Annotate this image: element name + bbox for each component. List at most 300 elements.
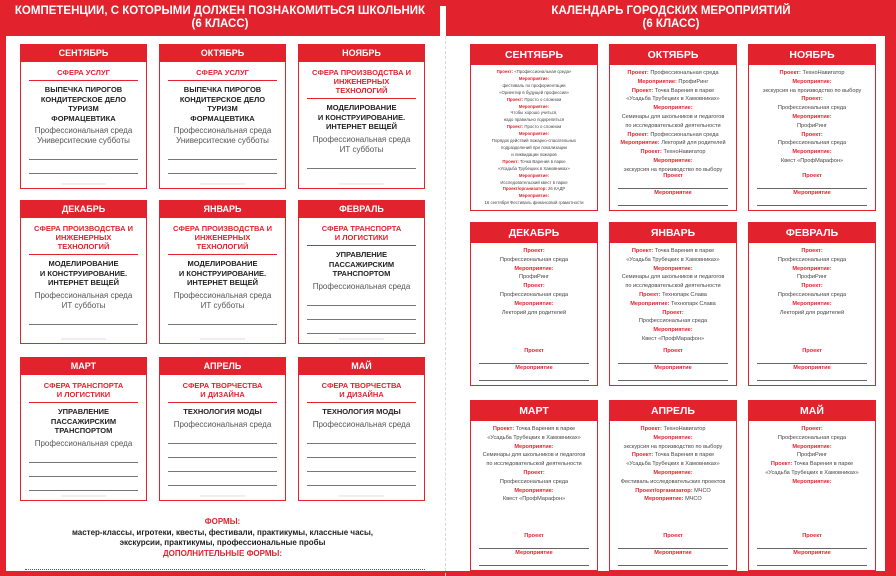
calendar-card — [609, 400, 737, 571]
blank-project-label: Проект — [663, 173, 683, 179]
event-line — [613, 265, 733, 274]
calendar-card — [470, 400, 598, 571]
activity-line: Профессиональная среда — [34, 290, 133, 300]
sphere-line: СФЕРА УСЛУГ — [57, 68, 110, 77]
event-text: Профессиональная среда — [777, 434, 847, 441]
event-text: ПрофиРинг — [797, 274, 827, 281]
calendar-card — [470, 44, 598, 211]
calendar-card — [748, 400, 876, 571]
fill-in-line[interactable] — [307, 472, 416, 486]
event-line — [752, 451, 872, 460]
event-line — [613, 469, 733, 478]
event-label: Проект: — [631, 248, 654, 254]
sphere-line: И ДИЗАЙНА — [200, 390, 245, 399]
competency-line: ВЫПЕЧКА ПИРОГОВ — [44, 85, 123, 94]
event-line — [474, 300, 594, 309]
fill-in-line[interactable] — [757, 541, 867, 549]
event-line — [474, 76, 594, 83]
fill-in-line[interactable] — [307, 292, 416, 306]
blank-event-label: Мероприятие — [654, 190, 692, 196]
event-line — [613, 139, 733, 148]
event-line — [613, 317, 733, 326]
section-divider — [445, 36, 446, 576]
fill-in-line[interactable] — [168, 444, 277, 458]
event-label: Проект: — [801, 96, 823, 103]
event-line — [752, 78, 872, 87]
blank-entry — [610, 347, 736, 381]
event-text: 16 сентября Фестиваль финансовой грамотности — [484, 200, 584, 206]
competency-line: ТУРИЗМ — [207, 104, 238, 113]
event-line — [752, 291, 872, 300]
event-label: Мероприятие: — [518, 193, 550, 199]
fill-in-note — [339, 338, 384, 340]
activity-line: Профессиональная среда — [34, 126, 133, 135]
activity-line: Университеские субботы — [37, 136, 130, 145]
event-line — [752, 87, 872, 96]
fill-in-line[interactable] — [618, 356, 728, 364]
event-text: надо правильно подкрепиться — [503, 117, 565, 123]
event-text: Точка Варения в парке — [518, 158, 566, 164]
sphere-title — [307, 68, 416, 99]
sphere-line: ИНЖЕНЕРНЫХ ТЕХНОЛОГИЙ — [333, 77, 390, 95]
event-text: Семинары для школьников и педагогов — [482, 452, 586, 459]
activity-line: Профессиональная среда — [173, 290, 272, 300]
event-text: ТехноНавигатор — [661, 149, 706, 156]
activity-line: Университеские субботы — [176, 136, 269, 145]
event-text: по исследовательской деятельности — [625, 283, 721, 290]
card-month: МАРТ — [21, 358, 146, 375]
card-month: ОКТЯБРЬ — [160, 45, 285, 62]
competency-line: ИНТЕРНЕТ ВЕЩЕЙ — [326, 122, 397, 131]
fill-in-line[interactable] — [757, 356, 867, 364]
blank-event-label: Мероприятие — [793, 365, 831, 371]
event-text: Профессиональная среда — [499, 256, 569, 263]
event-line — [474, 138, 594, 145]
event-text: Фестиваль исследовательских проектов — [620, 478, 726, 485]
competency-card — [20, 44, 147, 189]
sphere-line: ИНЖЕНЕРНЫХ ТЕХНОЛОГИЙ — [55, 233, 112, 251]
event-text: МЧСО — [692, 487, 711, 494]
event-label: Мероприятие: — [514, 443, 554, 450]
fill-in-line[interactable] — [29, 311, 138, 325]
blank-project-label: Проект — [802, 173, 822, 179]
event-label: Проект/организатор: — [635, 487, 693, 494]
event-label: Мероприятие: — [653, 327, 693, 334]
calendar-title-line2: (6 КЛАСС) — [642, 18, 700, 30]
competency-card — [20, 200, 147, 344]
fill-in-line[interactable] — [479, 356, 589, 364]
event-line — [752, 157, 872, 166]
event-text: «Профессиональная среда» — [513, 69, 572, 74]
activity-line: Профессиональная среда — [173, 126, 272, 135]
card-month: ДЕКАБРЬ — [471, 223, 597, 243]
sphere-line: СФЕРА ПРОИЗВОДСТВА И — [173, 224, 272, 233]
competency-title — [160, 85, 285, 123]
fill-in-line[interactable] — [757, 198, 867, 206]
event-line — [752, 469, 872, 478]
extra-forms-label: ДОПОЛНИТЕЛЬНЫЕ ФОРМЫ: — [162, 548, 283, 558]
event-text: по исследовательской деятельности — [486, 461, 582, 468]
competency-title — [299, 250, 424, 279]
event-line — [474, 200, 594, 207]
fill-in-line[interactable] — [479, 558, 589, 566]
sphere-title — [168, 381, 277, 403]
event-line — [474, 104, 594, 111]
fill-in-note — [61, 338, 106, 340]
event-line — [613, 113, 733, 122]
fill-in-line[interactable] — [168, 146, 277, 160]
event-line — [474, 434, 594, 443]
event-line — [474, 145, 594, 152]
card-month: ОКТЯБРЬ — [610, 45, 736, 65]
card-events — [749, 421, 875, 487]
event-label: Мероприятие: — [653, 265, 693, 272]
event-label: Проект/организатор: — [502, 186, 547, 192]
card-events — [471, 65, 597, 207]
event-text: ПрофиРинг — [676, 78, 709, 85]
activity-line: Профессиональная среда — [312, 134, 411, 144]
blank-event-label: Мероприятие — [654, 365, 692, 371]
card-month: СЕНТЯБРЬ — [21, 45, 146, 62]
event-line — [613, 300, 733, 309]
blank-project-label: Проект — [802, 533, 822, 539]
event-line — [613, 131, 733, 140]
sphere-line: И ДИЗАЙНА — [339, 390, 384, 399]
competency-line: МОДЕЛИРОВАНИЕ — [187, 259, 258, 268]
event-line — [474, 478, 594, 487]
event-text: Исследовательский квест в парке — [500, 179, 568, 185]
card-month: НОЯБРЬ — [299, 45, 424, 62]
event-label: Мероприятие: — [644, 496, 684, 503]
competency-line: УПРАВЛЕНИЕ — [335, 250, 388, 259]
event-label: Мероприятие: — [792, 265, 832, 272]
card-month: ФЕВРАЛЬ — [749, 223, 875, 243]
fill-in-line[interactable] — [29, 463, 138, 477]
event-line — [752, 148, 872, 157]
event-text: ПрофиРинг — [797, 122, 827, 129]
event-line — [613, 326, 733, 335]
fill-in-line[interactable] — [307, 444, 416, 458]
fill-in-line[interactable] — [307, 458, 416, 472]
event-line — [474, 469, 594, 478]
event-label: Проект: — [523, 283, 545, 290]
fill-in-line[interactable] — [479, 541, 589, 549]
sphere-line: СФЕРА ПРОИЗВОДСТВА И — [34, 224, 133, 233]
event-text: Лекторий для родителей — [659, 140, 726, 147]
event-text: Порядок действий пожарно-спасательных — [491, 138, 577, 144]
event-line — [613, 309, 733, 318]
event-line — [613, 495, 733, 504]
event-line — [613, 478, 733, 487]
event-label: Проект: — [801, 248, 823, 254]
event-line — [752, 69, 872, 78]
event-line — [752, 309, 872, 318]
fill-in-line[interactable] — [29, 146, 138, 160]
event-line — [474, 131, 594, 138]
fill-in-line[interactable] — [168, 311, 277, 325]
competency-card — [159, 44, 286, 189]
sphere-line: И ЛОГИСТИКИ — [334, 233, 389, 242]
event-line — [474, 256, 594, 265]
activity-line: Профессиональная среда — [312, 419, 411, 429]
sphere-line: СФЕРА ТВОРЧЕСТВА — [321, 381, 402, 390]
event-line — [613, 247, 733, 256]
event-text: Технопарк Слава — [660, 291, 707, 298]
competency-title — [160, 407, 285, 417]
fill-in-line[interactable] — [29, 477, 138, 491]
calendar-title — [446, 0, 896, 36]
event-label: Проект: — [801, 283, 823, 290]
event-label: Мероприятие: — [514, 487, 554, 494]
sphere-line: СФЕРА УСЛУГ — [196, 68, 249, 77]
event-line — [613, 95, 733, 104]
event-line — [752, 256, 872, 265]
event-text: Профессиональная среда — [499, 291, 569, 298]
sphere-title — [168, 224, 277, 255]
competency-line: ПАССАЖИРСКИМ ТРАНСПОРТОМ — [328, 259, 395, 278]
event-text: Профессиональная среда — [777, 140, 847, 147]
event-line — [613, 87, 733, 96]
blank-entry — [749, 532, 875, 566]
event-text: Точка Варения в парке — [653, 248, 715, 254]
card-month: АПРЕЛЬ — [160, 358, 285, 375]
event-text: ТехноНавигатор — [661, 426, 706, 432]
event-line — [752, 425, 872, 434]
event-label: Проект: — [506, 96, 524, 102]
event-label: Проект: — [502, 158, 519, 164]
fill-in-line[interactable] — [757, 373, 867, 381]
event-line — [752, 113, 872, 122]
event-label: Мероприятие: — [792, 113, 832, 120]
competency-card — [159, 200, 286, 344]
fill-in-line[interactable] — [307, 430, 416, 444]
sphere-title — [307, 381, 416, 403]
card-month: НОЯБРЬ — [749, 45, 875, 65]
event-label: Проект: — [770, 461, 793, 468]
card-month: СЕНТЯБРЬ — [471, 45, 597, 65]
blank-entry — [749, 347, 875, 381]
event-line — [613, 104, 733, 113]
event-text: Профессиональная среда — [648, 131, 719, 138]
event-line — [474, 425, 594, 434]
event-line — [474, 487, 594, 496]
event-text: Квест «ПрофМарафон» — [641, 335, 705, 342]
fill-in-line[interactable] — [307, 320, 416, 334]
event-line — [474, 90, 594, 97]
event-label: Мероприятие: — [653, 157, 693, 164]
event-line — [752, 139, 872, 148]
competency-card — [20, 357, 147, 501]
event-text: «Усадьба Трубецких в Хамовниках» — [626, 256, 720, 263]
event-text: «Усадьба Трубецких в Хамовниках» — [498, 165, 570, 171]
sphere-title — [29, 224, 138, 255]
fill-in-line[interactable] — [307, 306, 416, 320]
event-text: Лекторий для родителей — [501, 309, 567, 316]
sphere-title — [29, 68, 138, 81]
event-text: Квест «ПрофМарафон» — [502, 496, 566, 503]
card-month: МАЙ — [299, 358, 424, 375]
blank-project-label: Проект — [663, 533, 683, 539]
event-text: Технопарк Слава — [669, 300, 716, 307]
fill-in-line[interactable] — [618, 198, 728, 206]
extra-forms-fill-line[interactable] — [25, 569, 425, 570]
competency-line: ИНТЕРНЕТ ВЕЩЕЙ — [187, 278, 258, 287]
competency-title — [21, 407, 146, 436]
fill-in-note — [339, 495, 384, 497]
event-label: Проект: — [640, 426, 662, 432]
event-text: «Усадьба Трубецких в Хамовниках» — [487, 434, 581, 441]
forms-section — [20, 517, 425, 559]
event-label: Проект: — [492, 426, 515, 432]
event-line — [613, 157, 733, 166]
competency-line: ПАССАЖИРСКИМ ТРАНСПОРТОМ — [50, 416, 117, 435]
card-month: МАРТ — [471, 401, 597, 421]
event-line — [752, 434, 872, 443]
event-line — [613, 291, 733, 300]
fill-in-line[interactable] — [29, 449, 138, 463]
event-label: Мероприятие: — [653, 105, 693, 112]
event-label: Мероприятие: — [792, 443, 832, 450]
blank-entry — [610, 532, 736, 566]
event-line — [474, 97, 594, 104]
competency-line: КОНДИТЕРСКОЕ ДЕЛО — [40, 94, 127, 104]
event-text: экскурсия на производство по выбору — [762, 87, 862, 94]
event-label: Проект: — [779, 70, 801, 76]
forms-label: ФОРМЫ: — [204, 517, 241, 526]
event-line — [613, 256, 733, 265]
sphere-title — [168, 68, 277, 81]
event-line — [613, 148, 733, 157]
fill-in-line[interactable] — [618, 558, 728, 566]
event-text: экскурсия на производство по выбору — [623, 443, 723, 450]
fill-in-note — [200, 338, 245, 340]
fill-in-line[interactable] — [168, 472, 277, 486]
event-label: Проект: — [523, 469, 545, 476]
fill-in-line[interactable] — [479, 373, 589, 381]
fill-in-line[interactable] — [168, 458, 277, 472]
calendar-card — [609, 44, 737, 211]
event-label: Мероприятие: — [792, 149, 832, 156]
event-label: Мероприятие: — [637, 78, 677, 85]
card-events — [749, 65, 875, 166]
event-label: Мероприятие: — [630, 300, 670, 307]
competency-line: МОДЕЛИРОВАНИЕ — [326, 103, 397, 112]
competency-card — [298, 357, 425, 501]
card-events — [471, 243, 597, 317]
calendar-title-line1: КАЛЕНДАРЬ ГОРОДСКИХ МЕРОПРИЯТИЙ — [551, 5, 791, 17]
competency-line: И КОНСТРУИРОВАНИЕ. — [39, 268, 128, 278]
fill-in-line[interactable] — [618, 373, 728, 381]
calendar-card — [748, 222, 876, 386]
event-line — [474, 186, 594, 193]
fill-in-line[interactable] — [307, 155, 416, 169]
blank-entry — [471, 532, 597, 566]
card-events — [610, 421, 736, 504]
event-line — [474, 460, 594, 469]
event-line — [474, 173, 594, 180]
event-line — [752, 265, 872, 274]
event-line — [752, 122, 872, 131]
event-line — [613, 434, 733, 443]
fill-in-line[interactable] — [168, 430, 277, 444]
activity-line: ИТ субботы — [61, 300, 106, 310]
blank-event-label: Мероприятие — [793, 550, 831, 556]
activity-line: ИТ субботы — [200, 300, 245, 310]
card-events — [471, 421, 597, 504]
sphere-title — [29, 381, 138, 403]
blank-project-label: Проект — [524, 348, 544, 354]
event-label: Мероприятие: — [620, 140, 660, 147]
card-month: ЯНВАРЬ — [160, 201, 285, 218]
card-month: МАЙ — [749, 401, 875, 421]
event-text: и ликвидации пожаров — [511, 151, 557, 157]
fill-in-line[interactable] — [757, 558, 867, 566]
event-line — [613, 451, 733, 460]
event-label: Проект: — [523, 248, 545, 254]
competency-title — [160, 259, 285, 288]
activity-line: ИТ субботы — [339, 144, 384, 154]
event-line — [474, 124, 594, 131]
fill-in-line[interactable] — [29, 160, 138, 174]
event-line — [613, 443, 733, 452]
event-label: Проект: — [639, 291, 661, 298]
event-line — [752, 460, 872, 469]
event-label: Мероприятие: — [792, 300, 832, 307]
event-text: «Ориентир в будущей профессии» — [499, 89, 569, 95]
blank-project-label: Проект — [802, 348, 822, 354]
blank-event-label: Мероприятие — [515, 365, 553, 371]
event-text: ПрофиРинг — [519, 274, 549, 281]
activity-line: Профессиональная среда — [312, 281, 411, 291]
event-line — [474, 247, 594, 256]
competency-card — [159, 357, 286, 501]
event-label: Мероприятие: — [792, 478, 832, 485]
event-text: Чтобы хорошо учиться, — [510, 110, 558, 116]
event-label: Проект: — [627, 70, 649, 76]
event-line — [613, 460, 733, 469]
fill-in-note — [61, 183, 106, 185]
sphere-line: СФЕРА ТРАНСПОРТА — [43, 381, 124, 390]
sphere-line: СФЕРА ПРОИЗВОДСТВА И — [312, 68, 411, 77]
event-text: Точка Варения в парке — [653, 87, 715, 94]
blank-event-label: Мероприятие — [654, 550, 692, 556]
event-line — [474, 152, 594, 159]
event-line — [752, 131, 872, 140]
competency-card — [298, 44, 425, 189]
event-line — [752, 282, 872, 291]
event-line — [474, 180, 594, 187]
competency-line: ТУРИЗМ — [68, 104, 99, 113]
competency-line: ИНТЕРНЕТ ВЕЩЕЙ — [48, 278, 119, 287]
sphere-line: И ЛОГИСТИКИ — [56, 390, 111, 399]
competency-title — [21, 85, 146, 123]
fill-in-line[interactable] — [618, 181, 728, 189]
competency-line: ФОРМАЦЕВТИКА — [190, 113, 255, 123]
fill-in-note — [339, 183, 384, 185]
event-label: Проект: — [631, 452, 654, 459]
blank-event-label: Мероприятие — [515, 550, 553, 556]
event-text: Просто о сложном — [523, 96, 562, 102]
fill-in-line[interactable] — [618, 541, 728, 549]
sphere-line: ИНЖЕНЕРНЫХ ТЕХНОЛОГИЙ — [194, 233, 251, 251]
calendar-card — [748, 44, 876, 211]
competencies-title-line2: (6 КЛАСС) — [191, 18, 249, 30]
event-text: 26 КАДР — [546, 186, 566, 192]
competency-line: ФОРМАЦЕВТИКА — [51, 113, 116, 123]
blank-entry — [749, 172, 875, 206]
fill-in-line[interactable] — [757, 181, 867, 189]
fill-in-line[interactable] — [168, 160, 277, 174]
